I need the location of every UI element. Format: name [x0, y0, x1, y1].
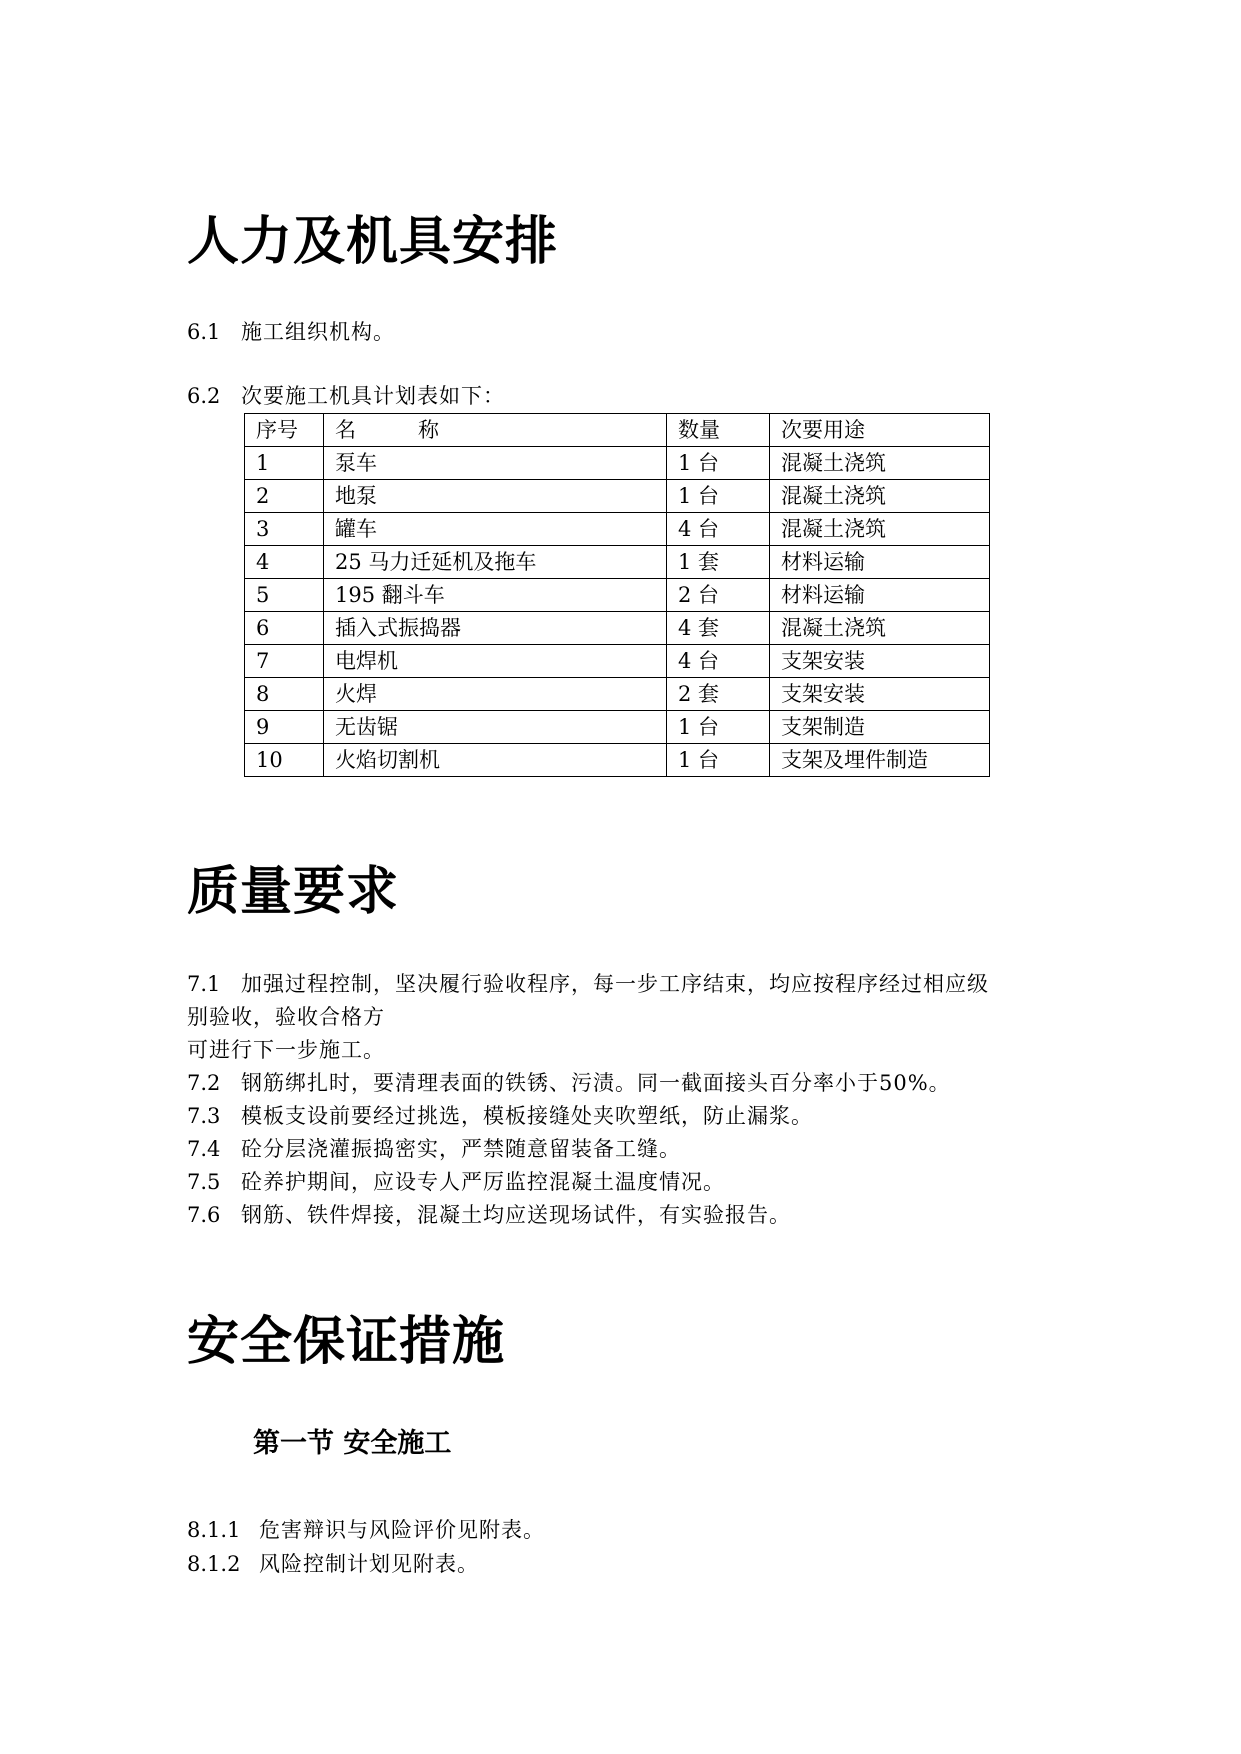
cell-qty: 1 台: [667, 447, 770, 480]
paragraph-8-1-1: [187, 1515, 545, 1545]
paragraph-7-5: [187, 1167, 725, 1197]
paragraph-7-3: [187, 1101, 813, 1131]
cell-seq: 6: [245, 612, 324, 645]
table-row: [245, 645, 990, 678]
section-heading-quality: 质量要求: [187, 862, 400, 922]
paragraph-6-1: [187, 317, 395, 347]
item-text: 施工组织机构。: [241, 320, 395, 344]
cell-use: 混凝土浇筑: [770, 612, 990, 645]
cell-qty: 1 台: [667, 480, 770, 513]
cell-name: 插入式振捣器: [324, 612, 667, 645]
paragraph-8-1-2: [187, 1549, 479, 1579]
cell-name: 地泵: [324, 480, 667, 513]
paragraph-7-2: [187, 1068, 951, 1098]
paragraph-7-1: [187, 969, 989, 999]
table-row: [245, 546, 990, 579]
table-row: [245, 678, 990, 711]
cell-qty: 4 套: [667, 612, 770, 645]
cell-name: 泵车: [324, 447, 667, 480]
header-name-part-a: 名: [335, 418, 356, 442]
cell-qty: 1 套: [667, 546, 770, 579]
cell-qty: 4 台: [667, 513, 770, 546]
paragraph-7-4: [187, 1134, 681, 1164]
cell-use: 材料运输: [770, 579, 990, 612]
equipment-plan-table: [244, 413, 990, 777]
item-number: 6.2: [187, 384, 221, 408]
section-heading-manpower: 人力及机具安排: [187, 212, 559, 272]
item-text: 砼分层浇灌振捣密实，严禁随意留装备工缝。: [241, 1137, 681, 1161]
table-header-row: [245, 414, 990, 447]
cell-name: 195 翻斗车: [324, 579, 667, 612]
item-text: 砼养护期间，应设专人严厉监控混凝土温度情况。: [241, 1170, 725, 1194]
item-number: 6.1: [187, 320, 221, 344]
cell-qty: 1 台: [667, 711, 770, 744]
paragraph-7-6: [187, 1200, 791, 1230]
cell-seq: 7: [245, 645, 324, 678]
cell-seq: 8: [245, 678, 324, 711]
item-text: 钢筋、铁件焊接，混凝土均应送现场试件，有实验报告。: [241, 1203, 791, 1227]
cell-seq: 4: [245, 546, 324, 579]
item-number: 7.5: [187, 1170, 221, 1194]
cell-use: 材料运输: [770, 546, 990, 579]
cell-name: 火焊: [324, 678, 667, 711]
item-number: 7.6: [187, 1203, 221, 1227]
subsection-heading-safe-construction: 第一节 安全施工: [253, 1428, 452, 1459]
cell-use: 支架安装: [770, 678, 990, 711]
cell-seq: 2: [245, 480, 324, 513]
table-row: [245, 447, 990, 480]
cell-name: 火焰切割机: [324, 744, 667, 777]
item-number: 8.1.2: [187, 1552, 241, 1576]
item-number: 7.4: [187, 1137, 221, 1161]
table-row: [245, 480, 990, 513]
header-qty: 数量: [667, 414, 770, 447]
cell-seq: 5: [245, 579, 324, 612]
item-text: 钢筋绑扎时，要清理表面的铁锈、污渍。同一截面接头百分率小于50%。: [241, 1071, 951, 1095]
cell-seq: 3: [245, 513, 324, 546]
cell-use: 支架制造: [770, 711, 990, 744]
paragraph-7-1-cont-1: 别验收，验收合格方: [187, 1005, 385, 1029]
cell-qty: 4 台: [667, 645, 770, 678]
cell-use: 混凝土浇筑: [770, 513, 990, 546]
cell-name: 无齿锯: [324, 711, 667, 744]
cell-use: 支架安装: [770, 645, 990, 678]
cell-qty: 2 套: [667, 678, 770, 711]
cell-use: 混凝土浇筑: [770, 480, 990, 513]
cell-name: 25 马力迁延机及拖车: [324, 546, 667, 579]
cell-name: 电焊机: [324, 645, 667, 678]
table-row: [245, 513, 990, 546]
item-number: 7.3: [187, 1104, 221, 1128]
header-name: [324, 414, 667, 447]
cell-seq: 9: [245, 711, 324, 744]
cell-name: 罐车: [324, 513, 667, 546]
header-use: 次要用途: [770, 414, 990, 447]
item-text: 次要施工机具计划表如下：: [241, 384, 505, 408]
item-number: 7.1: [187, 972, 221, 996]
item-number: 8.1.1: [187, 1518, 241, 1542]
item-text: 风险控制计划见附表。: [259, 1552, 479, 1576]
cell-use: 混凝土浇筑: [770, 447, 990, 480]
header-name-part-b: 称: [418, 418, 439, 442]
paragraph-7-1-cont-2: 可进行下一步施工。: [187, 1038, 385, 1062]
header-seq: 序号: [245, 414, 324, 447]
cell-qty: 1 台: [667, 744, 770, 777]
section-heading-safety: 安全保证措施: [187, 1312, 506, 1372]
item-text: 加强过程控制，坚决履行验收程序，每一步工序结束，均应按程序经过相应级: [241, 972, 989, 996]
table-row: [245, 612, 990, 645]
item-text: 危害辩识与风险评价见附表。: [259, 1518, 545, 1542]
cell-seq: 1: [245, 447, 324, 480]
cell-qty: 2 台: [667, 579, 770, 612]
table-row: [245, 579, 990, 612]
item-text: 模板支设前要经过挑选，模板接缝处夹吹塑纸，防止漏浆。: [241, 1104, 813, 1128]
table-row: [245, 744, 990, 777]
cell-use: 支架及埋件制造: [770, 744, 990, 777]
paragraph-6-2: [187, 381, 505, 411]
cell-seq: 10: [245, 744, 324, 777]
item-number: 7.2: [187, 1071, 221, 1095]
table-row: [245, 711, 990, 744]
